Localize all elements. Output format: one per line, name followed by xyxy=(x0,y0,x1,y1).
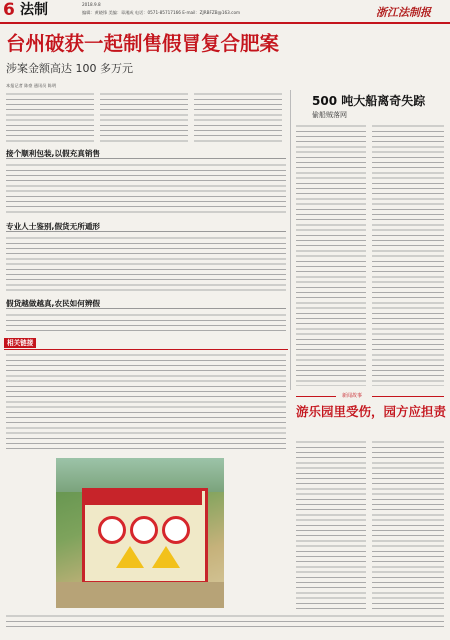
section-3-text xyxy=(6,313,286,335)
lead-intro-col-3 xyxy=(194,92,282,144)
photo-sign-circle-1 xyxy=(98,516,126,544)
sidebar-text-col-2 xyxy=(372,124,444,386)
page-number: 6 xyxy=(3,0,15,20)
related-tag: 相关链接 xyxy=(4,338,36,348)
masthead xyxy=(0,0,450,22)
news-photo xyxy=(56,458,224,608)
editor-line: 编辑：黄晓锋 美编：章湘成 电话：0571-85717166 E-mail：ZJRBFZB@163.com xyxy=(82,10,241,15)
photo-sign-circle-3 xyxy=(162,516,190,544)
section-title-2: 专业人士鉴别,假货无所遁形 xyxy=(6,222,101,231)
photo-ground xyxy=(56,582,224,608)
photo-sign-triangle-2 xyxy=(152,546,180,568)
issue-date: 2018.9.8 xyxy=(82,2,101,7)
photo-sign-triangle xyxy=(116,546,144,568)
photo-sky xyxy=(56,458,224,492)
lead-headline: 台州破获一起制售假冒复合肥案 xyxy=(6,32,280,55)
section-title-1: 接个顺利包装,以假充真销售 xyxy=(6,149,101,158)
section-rule-1 xyxy=(6,158,286,159)
photo-sign-circle-2 xyxy=(130,516,158,544)
photo-caption xyxy=(6,614,444,630)
feature-rule-label: 新闻故事 xyxy=(342,393,363,399)
column-divider xyxy=(290,90,291,390)
related-rule xyxy=(4,349,288,350)
masthead-rule xyxy=(0,22,450,24)
feature-headline: 游乐园里受伤，园方应担责 xyxy=(296,404,447,419)
related-text xyxy=(6,353,286,449)
sidebar-text-col-1 xyxy=(296,124,366,386)
section-title-3: 假货越做越真,农民如何辨假 xyxy=(6,299,101,308)
lead-intro-col-1 xyxy=(6,92,94,144)
lead-byline: 本报记者 陈豪 通讯员 陈明 xyxy=(6,83,57,88)
section-rule-3 xyxy=(6,308,286,309)
section-name: 法制 xyxy=(20,2,48,18)
sidebar-subhead: 偷船贼落网 xyxy=(312,111,347,119)
feature-rule-left xyxy=(296,396,336,397)
feature-text-col-2 xyxy=(372,440,444,610)
feature-text-col-1 xyxy=(296,440,366,610)
lead-subhead: 涉案金额高达 100 多万元 xyxy=(6,62,133,75)
section-rule-2 xyxy=(6,231,286,232)
section-1-text xyxy=(6,163,286,216)
feature-rule-right xyxy=(372,396,444,397)
section-2-text xyxy=(6,236,286,294)
sidebar-headline: 500 吨大船离奇失踪 xyxy=(312,94,426,108)
paper-name: 浙江法制报 xyxy=(376,6,431,19)
photo-sign-header xyxy=(85,491,202,505)
lead-intro-col-2 xyxy=(100,92,188,144)
